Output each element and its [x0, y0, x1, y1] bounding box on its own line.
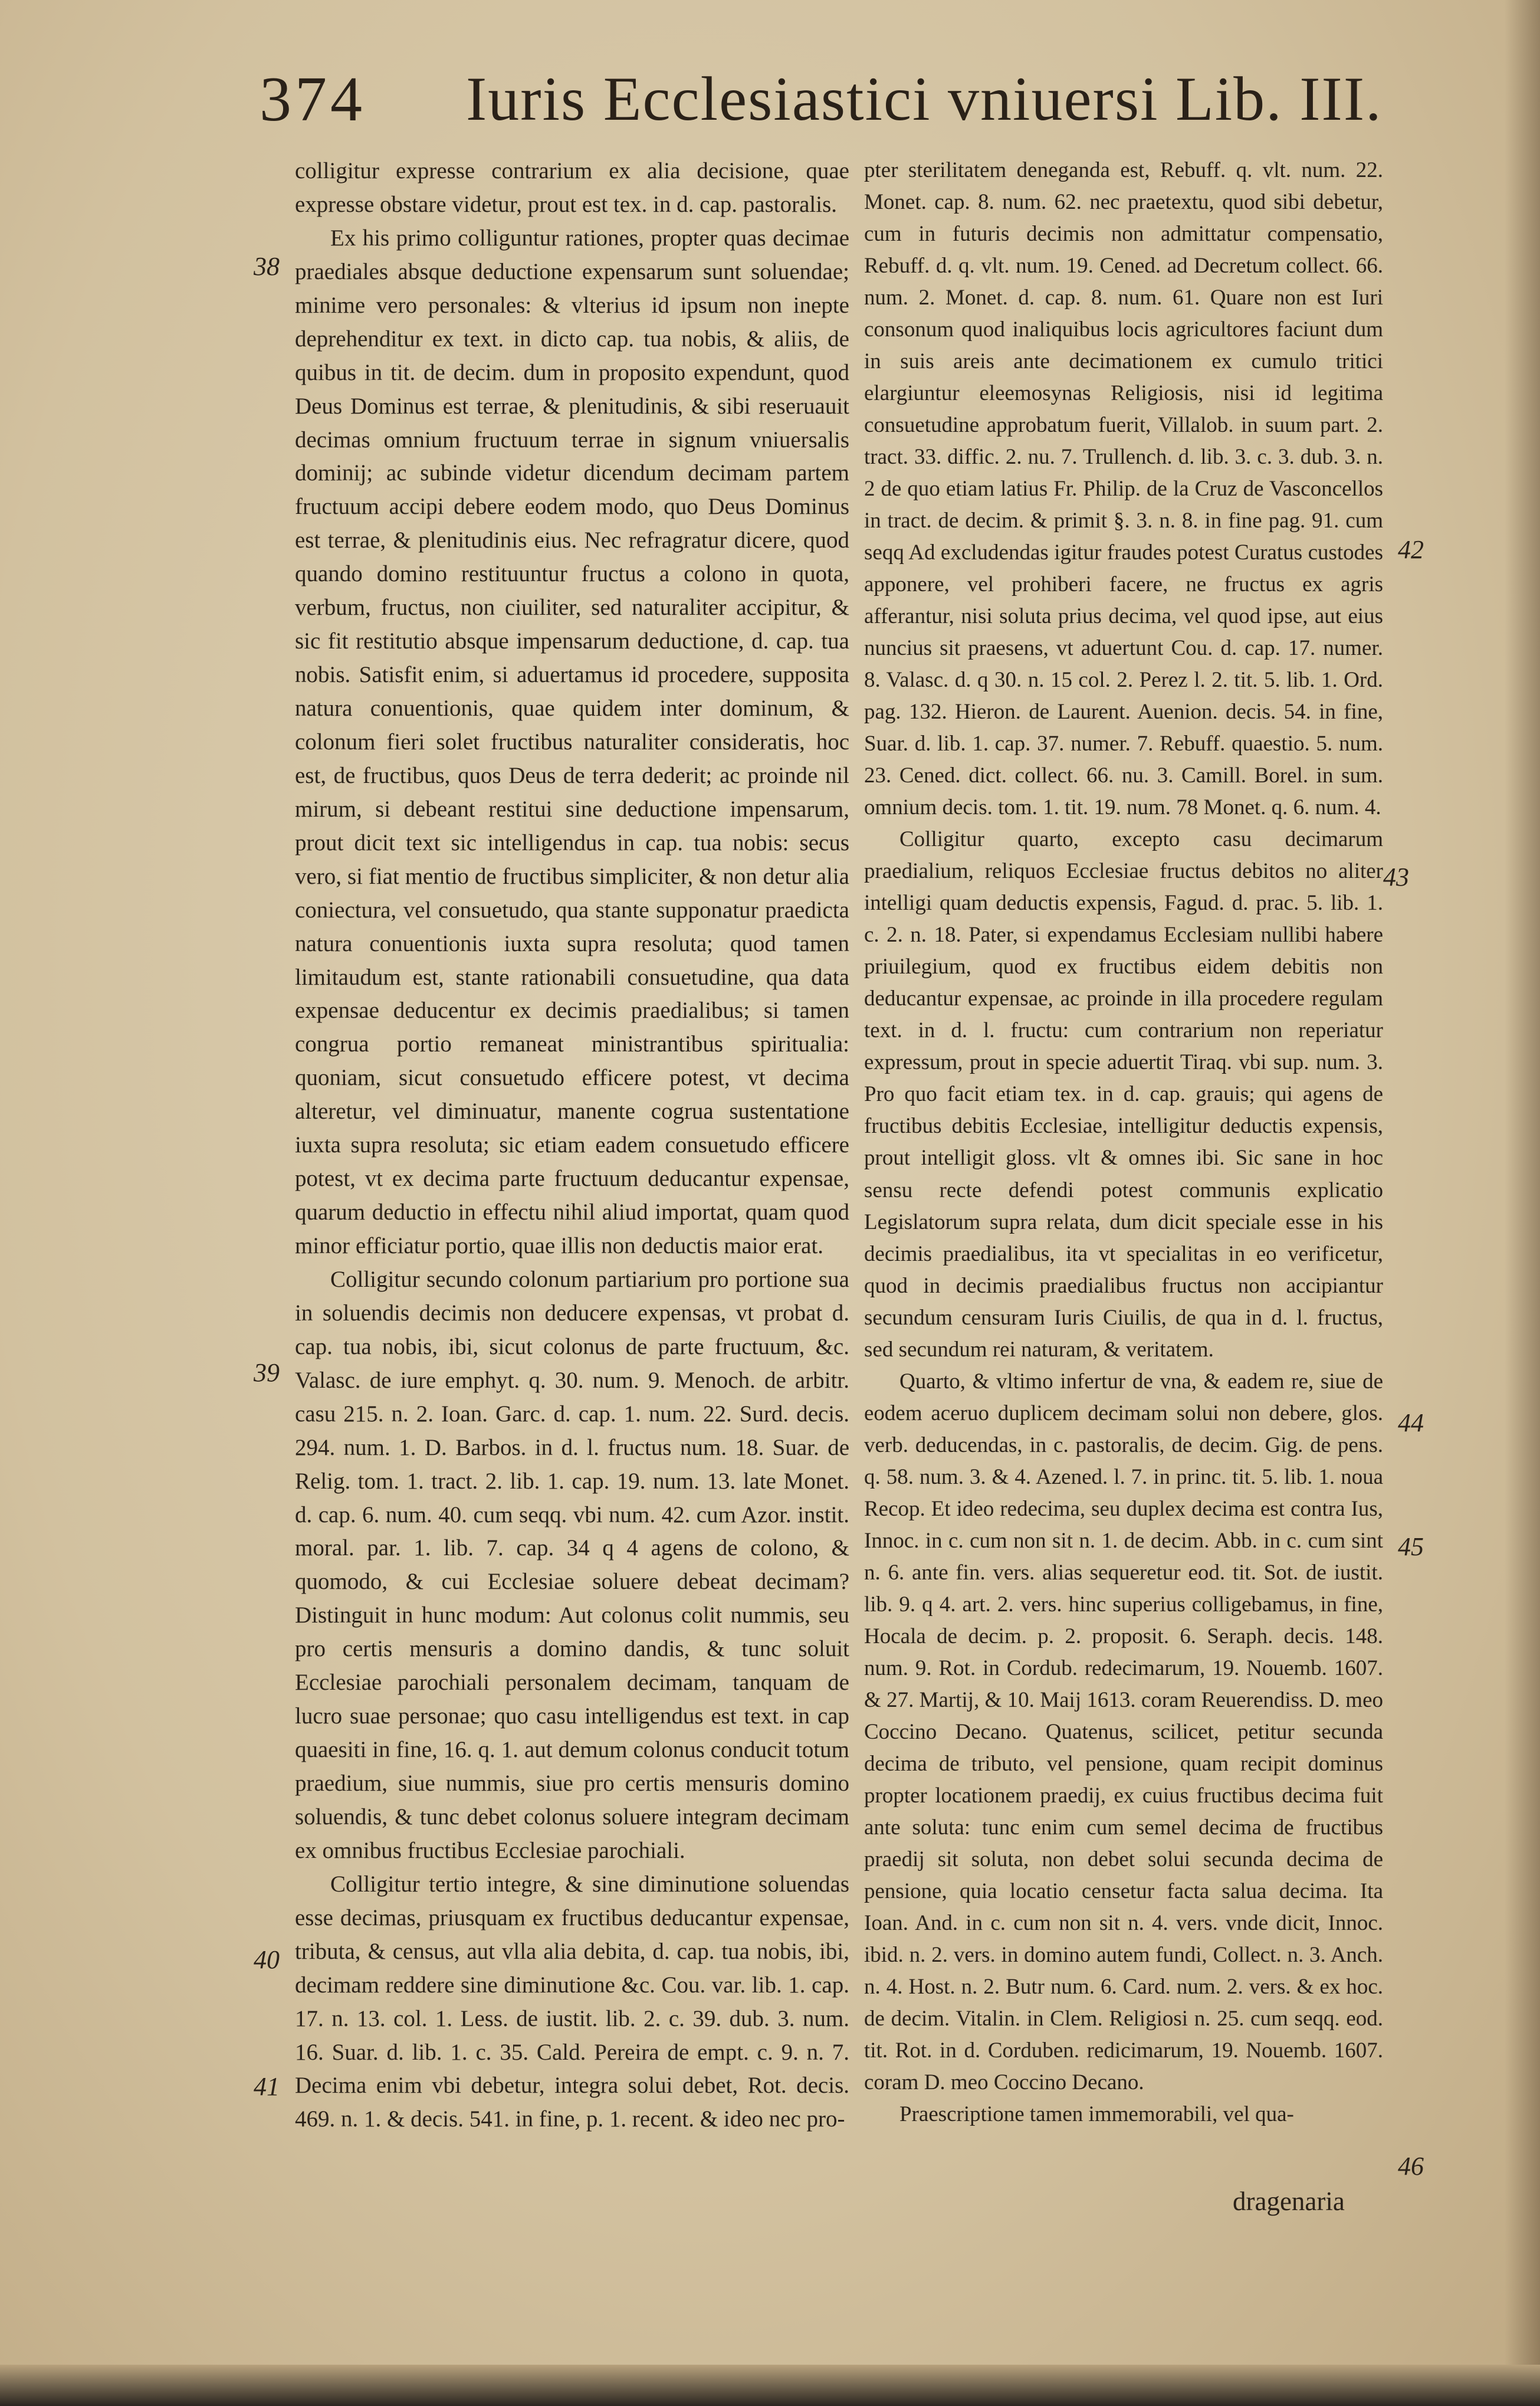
paragraph: Colligitur quarto, excepto casu decimarum praedialium, reliquos Ecclesiae fructus debitos no aliter intelligi quam deductis expensis, Fagud. d. prac. 5. lib. 1. c. 2. n. 18. Pater, si expendamus Ecclesiam nullibi habere priuilegium, quod ex fructibus eidem debitis non deducantur expensae, ac proinde in illa procedere regulam text. in d. l. fructu: cum contrarium non reperiatur expressum, prout in specie aduertit Tiraq. vbi sup. num. 3. Pro quo facit etiam tex. in d. cap. grauis; qui agens de fructibus debitis Ecclesiae, intelligitur deductis expensis, prout intelligit gloss. vlt & omnes ibi. Sic sane in hoc sensu recte defendi potest communis explicatio Legislatorum supra relata, dum dicit speciale esse in his decimis praedialibus, ita vt specialitas in eo verificetur, quod in decimis praedialibus fructus non accipiantur secundum censuram Iuris Ciuilis, de qua in d. l. fructus, sed secundum rei naturam, & veritatem. [864, 827, 1383, 1362]
paragraph: Colligitur secundo colonum partiarium pro portione sua in soluendis decimis non deducere expensas, vt probat d. cap. tua nobis, ibi, sicut colonus de parte fructuum, &c. Valasc. de iure emphyt. q. 30. num. 9. Menoch. de arbitr. casu 215. n. 2. Ioan. Garc. d. cap. 1. num. 22. Surd. decis. 294. num. 1. D. Barbos. in d. l. fructus num. 18. Suar. de Relig. tom. 1. tract. 2. lib. 1. cap. 19. num. 13. late Monet. d. cap. 6. num. 40. cum seqq. vbi num. 42. cum Azor. instit. moral. par. 1. lib. 7. cap. 34 q 4 agens de colono, & quomodo, & cui Ecclesiae soluere debeat decimam? Distinguit in hunc modum: Aut colonus colit nummis, seu pro certis mensuris a domino dandis, & tunc soluit Ecclesiae parochiali personalem decimam, tanquam de lucro suae personae; quo casu intelligendus est text. in cap quaesiti in fine, 16. q. 1. aut demum colonus conducit totum praedium, siue nummis, siue pro certis mensuris domino soluendis, & tunc debet colonus soluere integram decimam ex omnibus fructibus Ecclesiae parochiali. [295, 1266, 849, 1863]
margin-number: 43 [1383, 863, 1409, 891]
paragraph: colligitur expresse contrarium ex alia decisione, quae expresse obstare videtur, prout est tex. in d. cap. pastoralis. [295, 158, 849, 217]
right-column [864, 155, 1383, 2130]
paragraph: Colligitur tertio integre, & sine diminutione soluendas esse decimas, priusquam ex fructibus deducantur expensae, tributa, & census, aut vlla alia debita, d. cap. tua nobis, ibi, decimam reddere sine diminutione &c. Cou. var. lib. 1. cap. 17. n. 13. col. 1. Less. de iustit. lib. 2. c. 39. dub. 3. num. 16. Suar. d. lib. 1. c. 35. Cald. Pereira de empt. c. 9. n. 7. Decima enim vbi debetur, integra solui debet, Rot. decis. 469. n. 1. & decis. 541. in fine, p. 1. recent. & ideo nec pro- [295, 1871, 849, 2132]
binding-gutter-shadow [1505, 0, 1540, 2406]
margin-number: 46 [1398, 2152, 1424, 2181]
margin-number: 39 [254, 1358, 280, 1387]
running-head: Iuris Ecclesiastici vniuersi Lib. III. [466, 64, 1383, 133]
page-number: 374 [260, 64, 366, 135]
paragraph: Quarto, & vltimo infertur de vna, & eadem re, siue de eodem aceruo duplicem decimam solui non debere, glos. verb. deducendas, in c. pastoralis, de decim. Gig. de pens. q. 58. num. 3. & 4. Azened. l. 7. in princ. tit. 5. lib. 1. noua Recop. Et ideo redecima, seu duplex decima est contra Ius, Innoc. in c. cum non sit n. 1. de decim. Abb. in c. cum sint n. 6. ante fin. vers. alias sequeretur eod. tit. Sot. de iustit. lib. 9. q 4. art. 2. vers. hinc superius colligebamus, in fine, Hocala de decim. p. 2. proposit. 6. Seraph. decis. 148. num. 9. Rot. in Cordub. redecimarum, 19. Nouemb. 1607. & 27. Martij, & 10. Maij 1613. coram Reuerendiss. D. meo Coccino Decano. Quatenus, scilicet, petitur secunda decima de tributo, vel pensione, quam recipit dominus propter locationem praedij, ex cuius fructibus decima fuit ante soluta: tunc enim cum semel decima de fructibus praedij sit soluta, non debet solui secunda decima de pensione, quia locatio censetur facta salua decima. Ita Ioan. And. in c. cum non sit n. 4. vers. vnde dicit, Innoc. ibid. n. 2. vers. in domino autem fundi, Collect. n. 3. Anch. n. 4. Host. n. 2. Butr num. 6. Card. num. 2. vers. & ex hoc. de decim. Vitalin. in Clem. Religiosi n. 25. cum seqq. eod. tit. Rot. in d. Corduben. redicimarum, 19. Nouemb. 1607. coram D. meo Coccino Decano. [864, 1369, 1383, 2094]
margin-number: 45 [1398, 1532, 1424, 1561]
page-bottom-edge [0, 2365, 1540, 2406]
margin-number: 41 [254, 2072, 280, 2101]
paragraph: Praescriptione tamen immemorabili, vel qua- [899, 2102, 1294, 2126]
paragraph: pter sterilitatem deneganda est, Rebuff. q. vlt. num. 22. Monet. cap. 8. num. 62. nec praetextu, quod sibi debetur, cum in futuris decimis non admittatur compensatio, Rebuff. d. q. vlt. num. 19. Cened. ad Decretum collect. 66. num. 2. Monet. d. cap. 8. num. 61. Quare non est Iuri consonum quod inaliquibus locis agricultores faciunt dum in suis areis ante decimationem ex cumulo tritici elargiuntur eleemosynas Religiosis, nisi id legitima consuetudine approbatum fuerit, Villalob. in suum part. 2. tract. 33. diffic. 2. nu. 7. Trullench. d. lib. 3. c. 3. dub. 3. n. 2 de quo etiam latius Fr. Philip. de la Cruz de Vasconcellos in tract. de decim. & primit §. 3. n. 8. in fine pag. 91. cum seqq Ad excludendas igitur fraudes potest Curatus custodes apponere, vel prohiberi facere, ne fructus ex agris afferantur, nisi soluta prius decima, vel quod ipse, aut eius nuncius sit praesens, vt aduertunt Cou. d. cap. 17. numer. 8. Valasc. d. q 30. n. 15 col. 2. Perez l. 2. tit. 5. lib. 1. Ord. pag. 132. Hieron. de Laurent. Auenion. decis. 54. in fine, Suar. d. lib. 1. cap. 37. numer. 7. Rebuff. quaestio. 5. num. 23. Cened. dict. collect. 66. nu. 3. Camill. Borel. in sum. omnium decis. tom. 1. tit. 19. num. 78 Monet. q. 6. num. 4. [864, 158, 1383, 820]
left-column [295, 155, 849, 2136]
catchword: dragenaria [1233, 2187, 1345, 2216]
margin-number: 42 [1398, 535, 1424, 564]
margin-number: 44 [1398, 1408, 1424, 1437]
margin-number: 38 [254, 252, 280, 281]
paragraph: Ex his primo colliguntur rationes, propter quas decimae praediales absque deductione expensarum sunt soluendae; minime vero personales: & vlterius id ipsum non inepte deprehenditur ex text. in dicto cap. tua nobis, & aliis, de quibus in tit. de decim. dum in proposito expendunt, quod Deus Dominus est terrae, & plenitudinis, & sibi reseruauit decimas omnium fructuum terrae in signum vniuersalis dominij; ac subinde videtur dicendum decimam partem fructuum accipi debere eodem modo, quo Deus Dominus est terrae, & plenitudinis eius. Nec refragratur dicere, quod quando domino restituuntur fructus a colono in quota, verbum, fructus, non ciuiliter, sed naturaliter accipitur, & sic fit restitutio absque impensarum deductione, d. cap. tua nobis. Satisfit enim, si aduertamus id procedere, supposita natura conuentionis, quae quidem inter dominum, & colonum fieri solet fructibus naturaliter consideratis, hoc est, de fructibus, quos Deus de terra dederit; ac proinde nil mirum, si debeant restitui sine deductione impensarum, prout dicit text sic intelligendus in cap. tua nobis: secus vero, si fiat mentio de fructibus simpliciter, & non detur alia coniectura, vel consuetudo, qua stante supponatur praedicta natura conuentionis iuxta supra resoluta; quod tamen limitaudum est, stante rationabili consuetudine, qua data expensae deducentur ex decimis praedialibus; si tamen congrua portio remaneat ministrantibus spiritualia: quoniam, sicut consuetudo efficere potest, vt decima alteretur, vel diminuatur, manente cogrua sustentatione iuxta supra resoluta; sic etiam eadem consuetudo efficere potest, vt ex decima parte fructuum deducantur expensae, quarum deductio in effectu nihil aliud importat, quam quod minor efficiatur portio, quae illis non deductis maior erat. [295, 225, 849, 1258]
margin-number: 40 [254, 1945, 280, 1974]
